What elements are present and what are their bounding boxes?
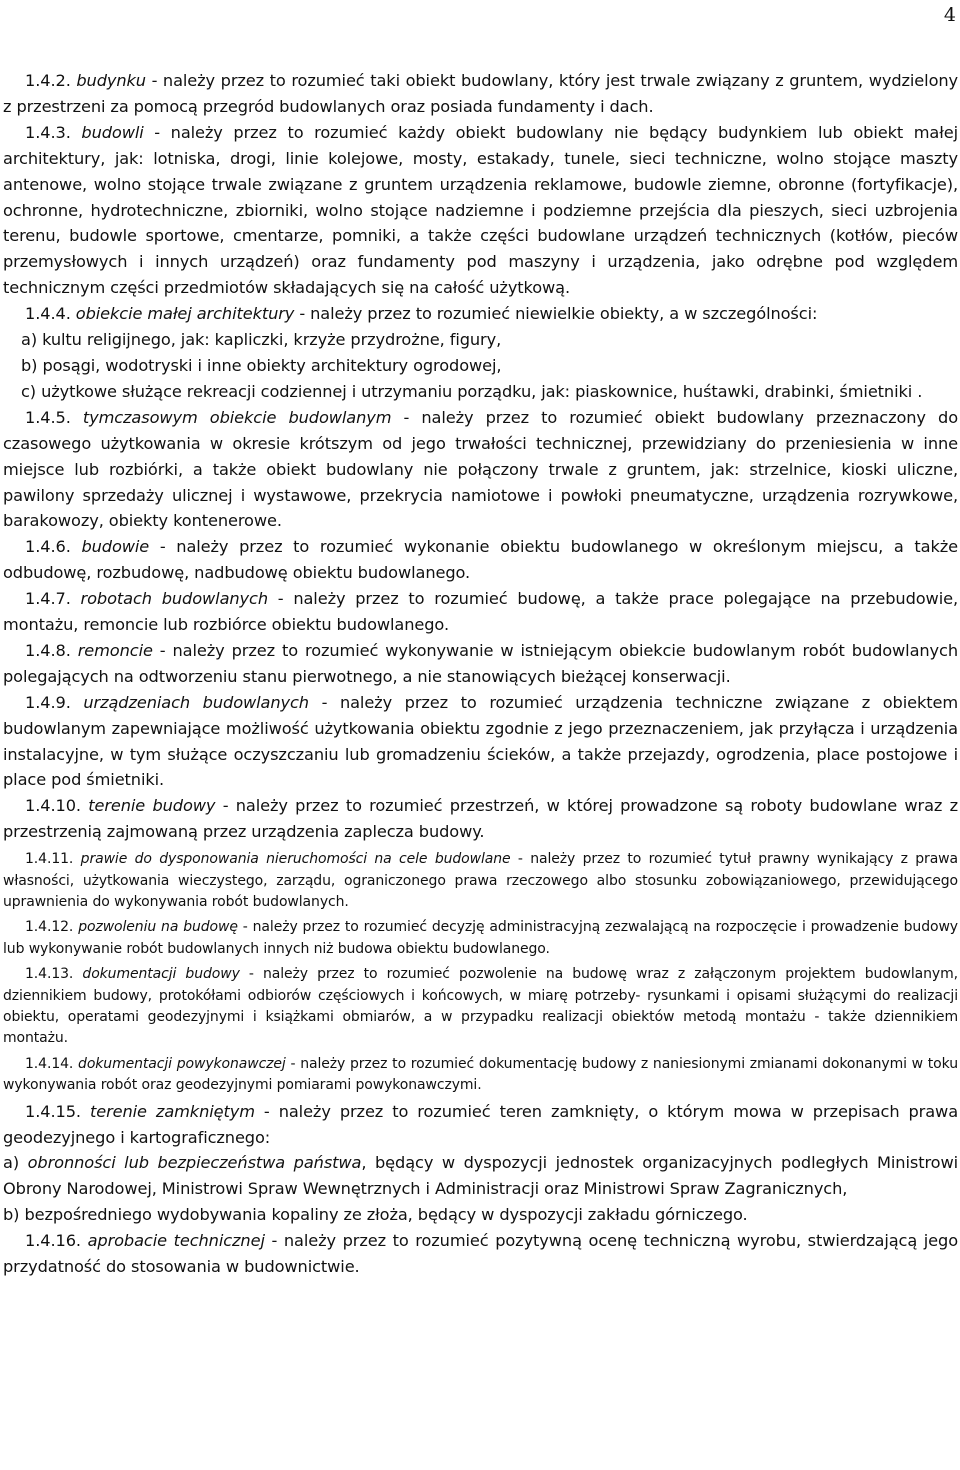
defined-term: budowie	[81, 537, 150, 557]
definition-paragraph	[3, 586, 958, 638]
list-item	[3, 353, 958, 379]
defined-term: aprobacie technicznej	[87, 1231, 265, 1251]
list-item	[3, 1150, 958, 1202]
list-item	[3, 379, 958, 405]
definition-text: - należy przez to rozumieć wykonywanie w istniejącym obiekcie budowlanym robót budowlanych polegających na odtworzeniu stanu pierwotnego, a nie stanowiących bieżącej konserwacji.	[3, 640, 958, 686]
definition-paragraph	[3, 690, 958, 794]
section-number: 1.4.10.	[25, 796, 81, 816]
definition-paragraph	[3, 793, 958, 845]
definition-text: - należy przez to rozumieć tytuł prawny wynikający z prawa własności, użytkowania wieczystego, zarządu, ograniczonego prawa rzeczowego albo stosunku zobowiązaniowego, przewidującego uprawnienia do wykonywania robót budowlanych.	[3, 851, 958, 910]
defined-term: terenie zamkniętym	[89, 1101, 255, 1121]
definition-paragraph	[3, 120, 958, 301]
definition-paragraph	[3, 301, 958, 327]
definition-paragraph	[3, 1099, 958, 1151]
definition-paragraph	[3, 849, 958, 913]
document-body	[3, 68, 958, 1280]
definition-paragraph	[3, 68, 958, 120]
definition-text: - należy przez to rozumieć wykonanie obiektu budowlanego w określonym miejscu, a także odbudowę, rozbudowę, nadbudowę obiektu budowlanego.	[3, 537, 959, 583]
section-number: 1.4.13.	[25, 966, 74, 983]
section-number: 1.4.6.	[25, 537, 71, 557]
definition-text: - należy przez to rozumieć budowę, a także prace polegające na przebudowie, montażu, remoncie lub rozbiórce obiektu budowlanego.	[3, 589, 958, 635]
definition-text: - należy przez to rozumieć przestrzeń, w której prowadzone są roboty budowlane wraz z przestrzenią zajmowaną przez urządzenia zaplecza budowy.	[3, 796, 958, 842]
definition-paragraph	[3, 917, 958, 960]
list-marker: c)	[21, 381, 37, 401]
defined-term: obronności lub bezpieczeństwa państwa	[27, 1153, 362, 1173]
definition-text: - należy przez to rozumieć dokumentację budowy z naniesionymi zmianami dokonanymi w toku wykonywania robót oraz geodezyjnymi pomiarami powykonawczymi.	[3, 1055, 958, 1094]
section-number: 1.4.5.	[25, 407, 71, 427]
list-item-text: użytkowe służące rekreacji codziennej i utrzymaniu porządku, jak: piaskownice, huśtawki, drabinki, śmietniki .	[41, 381, 923, 401]
list-marker: b)	[21, 355, 38, 375]
defined-term: prawie do dysponowania nieruchomości na cele budowlane	[80, 851, 511, 868]
section-number: 1.4.11.	[25, 851, 74, 868]
defined-term: robotach budowlanych	[80, 589, 268, 609]
definition-paragraph	[3, 1054, 958, 1097]
defined-term: dokumentacji powykonawczej	[78, 1055, 286, 1072]
section-number: 1.4.2.	[25, 71, 71, 90]
definition-text: - należy przez to rozumieć urządzenia techniczne związane z obiektem budowlanym zapewniające możliwość użytkowania obiektu zgodnie z jego przeznaczeniem, jak przyłącza i urządzenia instalacyjne, w tym służące oczyszczaniu lub gromadzeniu ścieków, a także przejazdy, ogrodzenia, place postojowe i place pod śmietniki.	[3, 692, 958, 790]
section-number: 1.4.12.	[25, 919, 74, 936]
section-number: 1.4.9.	[25, 692, 71, 712]
list-item	[3, 327, 958, 353]
defined-term: tymczasowym obiekcie budowlanym	[82, 407, 392, 427]
definition-text: - należy przez to rozumieć pozwolenie na budowę wraz z załączonym projektem budowlanym, dziennikiem budowy, protokółami odbiorów częściowych i końcowych, w miarę potrzeby- rysunkami i opisami służącymi do realizacji obiektu, operatami geodezyjnymi i książkami obmiarów, a w przypadku realizacji obiektów metodą montażu - także dziennikiem montażu.	[3, 966, 958, 1047]
definition-text: - należy przez to rozumieć pozytywną ocenę techniczną wyrobu, stwierdzającą jego przydatność do stosowania w budownictwie.	[3, 1231, 959, 1277]
section-number: 1.4.3.	[25, 122, 71, 142]
definition-text: - należy przez to rozumieć niewielkie obiekty, a w szczególności:	[294, 304, 818, 324]
list-item-text: , będący w dyspozycji jednostek organizacyjnych podległych Ministrowi Obrony Narodowej, Ministrowi Spraw Wewnętrznych i Administracji oraz Ministrowi Spraw Zagranicznych,	[3, 1153, 958, 1199]
list-marker: b)	[3, 1205, 20, 1225]
defined-term: dokumentacji budowy	[82, 966, 240, 983]
section-number: 1.4.4.	[25, 304, 71, 324]
list-item-text: posągi, wodotryski i inne obiekty architektury ogrodowej,	[42, 355, 502, 375]
defined-term: obiekcie małej architektury	[75, 304, 295, 324]
section-number: 1.4.14.	[25, 1055, 74, 1072]
defined-term: remoncie	[77, 640, 153, 660]
list-marker: a)	[3, 1153, 20, 1173]
defined-term: budynku	[76, 71, 146, 90]
section-number: 1.4.7.	[25, 589, 71, 609]
definition-paragraph	[3, 1228, 958, 1280]
defined-term: terenie budowy	[88, 796, 216, 816]
definition-text: - należy przez to rozumieć obiekt budowlany przeznaczony do czasowego użytkowania w okresie krótszym od jego trwałości technicznej, przewidziany do przeniesienia w inne miejsce lub rozbiórki, a także obiekt budowlany nie połączony trwale z gruntem, jak: strzelnice, kioski uliczne, pawilony sprzedaży ulicznej i wystawowe, przekrycia namiotowe i powłoki pneumatyczne, urządzenia rozrywkowe, barakowozy, obiekty kontenerowe.	[3, 407, 958, 531]
definition-paragraph	[3, 405, 958, 535]
section-number: 1.4.8.	[25, 640, 71, 660]
defined-term: budowli	[81, 122, 144, 142]
definition-text: - należy przez to rozumieć decyzję administracyjną zezwalającą na rozpoczęcie i prowadzenie budowy lub wykonywanie robót budowlanych innych niż budowa obiektu budowlanego.	[3, 919, 958, 957]
definition-text: - należy przez to rozumieć każdy obiekt budowlany nie będący budynkiem lub obiekt małej architektury, jak: lotniska, drogi, linie kolejowe, mosty, estakady, tunele, sieci techniczne, wolno stojące maszty antenowe, wolno stojące trwale związane z gruntem urządzenia reklamowe, budowle ziemne, obronne (fortyfikacje), ochronne, hydrotechniczne, zbiorniki, wolno stojące nadziemne i podziemne przejścia dla pieszych, sieci uzbrojenia terenu, budowle sportowe, cmentarze, pomniki, a także części budowlane urządzeń technicznych (kotłów, pieców przemysłowych i innych urządzeń) oraz fundamenty pod maszyny i urządzenia, jako odrębne pod względem technicznym części przedmiotów składających się na całość użytkową.	[3, 122, 958, 298]
definition-text: - należy przez to rozumieć taki obiekt budowlany, który jest trwale związany z gruntem, wydzielony z przestrzeni za pomocą przegród budowlanych oraz posiada fundamenty i dach.	[3, 71, 959, 116]
list-marker: a)	[21, 330, 38, 350]
definition-paragraph	[3, 534, 958, 586]
list-item	[3, 1202, 958, 1228]
list-item-text: bezpośredniego wydobywania kopaliny ze złoża, będący w dyspozycji zakładu górniczego.	[24, 1205, 748, 1225]
defined-term: pozwoleniu na budowę	[78, 919, 238, 936]
definition-text: - należy przez to rozumieć teren zamknięty, o którym mowa w przepisach prawa geodezyjnego i kartograficznego:	[3, 1101, 959, 1147]
section-number: 1.4.16.	[25, 1231, 81, 1251]
definition-paragraph	[3, 964, 958, 1050]
page-number: 4	[943, 4, 956, 26]
section-number: 1.4.15.	[25, 1101, 81, 1121]
definition-paragraph	[3, 638, 958, 690]
defined-term: urządzeniach budowlanych	[83, 692, 309, 712]
list-item-text: kultu religijnego, jak: kapliczki, krzyże przydrożne, figury,	[42, 330, 502, 350]
